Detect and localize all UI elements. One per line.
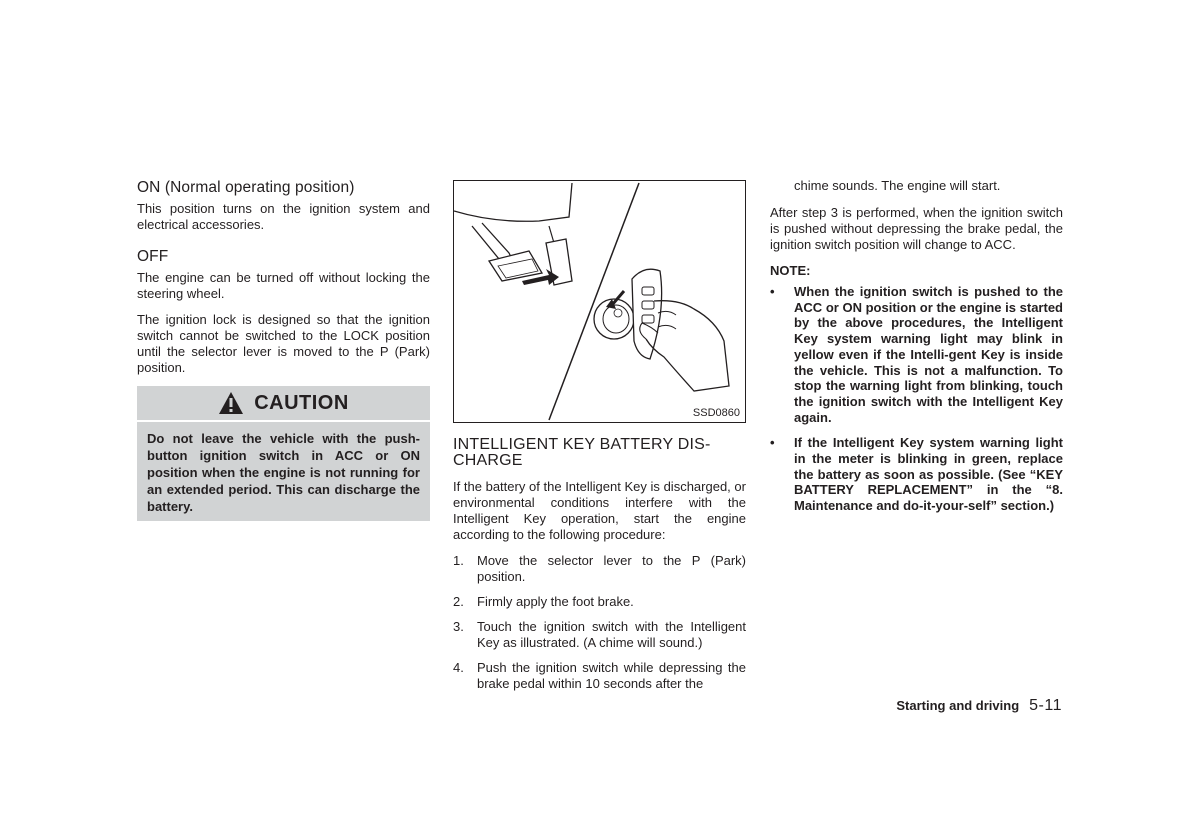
brake-pedal-and-key-illustration xyxy=(454,181,745,422)
note-text: If the Intelligent Key system warning light in the meter is blinking in green, replace the battery as soon as possible. (See “KEY BATTERY REPLACEMENT” in the “8. Maintenance and do-it-your-self” section.) xyxy=(794,435,1063,514)
warning-triangle-icon xyxy=(218,391,244,415)
step-text: Move the selector lever to the P (Park) position. xyxy=(477,553,746,584)
step4-continuation: chime sounds. The engine will start. xyxy=(794,178,1001,193)
step-number: 1. xyxy=(453,553,464,568)
step-text: Touch the ignition switch with the Intelligent Key as illustrated. (A chime will sound.) xyxy=(477,619,746,650)
paragraph-ignition-lock: The ignition lock is designed so that the ignition switch cannot be switched to the LOCK position until the selector lever is moved to the P (Park) position. xyxy=(137,312,430,375)
left-column xyxy=(137,178,430,521)
step-number: 4. xyxy=(453,660,464,675)
section-title: INTELLIGENT KEY BATTERY DIS-CHARGE xyxy=(453,436,711,469)
heading-on-position: ON (Normal operating position) xyxy=(137,179,355,196)
caution-text: Do not leave the vehicle with the push-button ignition switch in ACC or ON position when the engine is not running for an extended period. This can discharge the battery. xyxy=(147,431,420,514)
heading-off: OFF xyxy=(137,248,169,265)
page-footer xyxy=(896,697,1062,715)
step-text: Firmly apply the foot brake. xyxy=(477,594,634,609)
paragraph-on-position: This position turns on the ignition system and electrical accessories. xyxy=(137,201,430,232)
figure-code: SSD0860 xyxy=(692,407,740,419)
procedure-steps xyxy=(453,553,746,692)
caution-label: CAUTION xyxy=(254,391,349,414)
paragraph-off: The engine can be turned off without locking the steering wheel. xyxy=(137,270,430,301)
caution-box xyxy=(137,386,430,521)
step-number: 3. xyxy=(453,619,464,634)
procedure-intro: If the battery of the Intelligent Key is discharged, or environmental conditions interfere with the Intelligent Key operation, start the engine according to the following procedure: xyxy=(453,479,746,542)
list-item xyxy=(453,594,746,610)
caution-header xyxy=(137,386,430,422)
page-number: 5-11 xyxy=(1029,697,1062,714)
list-item xyxy=(770,284,1063,425)
paragraph-after-step3: After step 3 is performed, when the ignition switch is pushed without depressing the brake pedal, the ignition switch position will change to ACC. xyxy=(770,205,1063,252)
middle-column xyxy=(453,178,746,701)
right-column xyxy=(770,178,1063,524)
bullet-icon: • xyxy=(770,284,775,299)
bullet-icon: • xyxy=(770,435,775,451)
note-heading: NOTE: xyxy=(770,263,811,278)
step-text: Push the ignition switch while depressing the brake pedal within 10 seconds after the xyxy=(477,660,746,691)
footer-section-name: Starting and driving xyxy=(896,698,1020,713)
note-text: When the ignition switch is pushed to the ACC or ON position or the engine is started by the above procedures, the Intelligent Key system warning light may blink in yellow even if the Intelli-gent Key is inside the vehicle. This is not a malfunction. To stop the warning light from blinking, touch the ignition switch with the Intelligent Key again. xyxy=(794,284,1063,425)
illustration-figure xyxy=(453,180,746,423)
list-item xyxy=(770,435,1063,514)
step-number: 2. xyxy=(453,594,464,609)
list-item xyxy=(453,619,746,651)
list-item xyxy=(453,660,746,692)
list-item xyxy=(453,553,746,585)
